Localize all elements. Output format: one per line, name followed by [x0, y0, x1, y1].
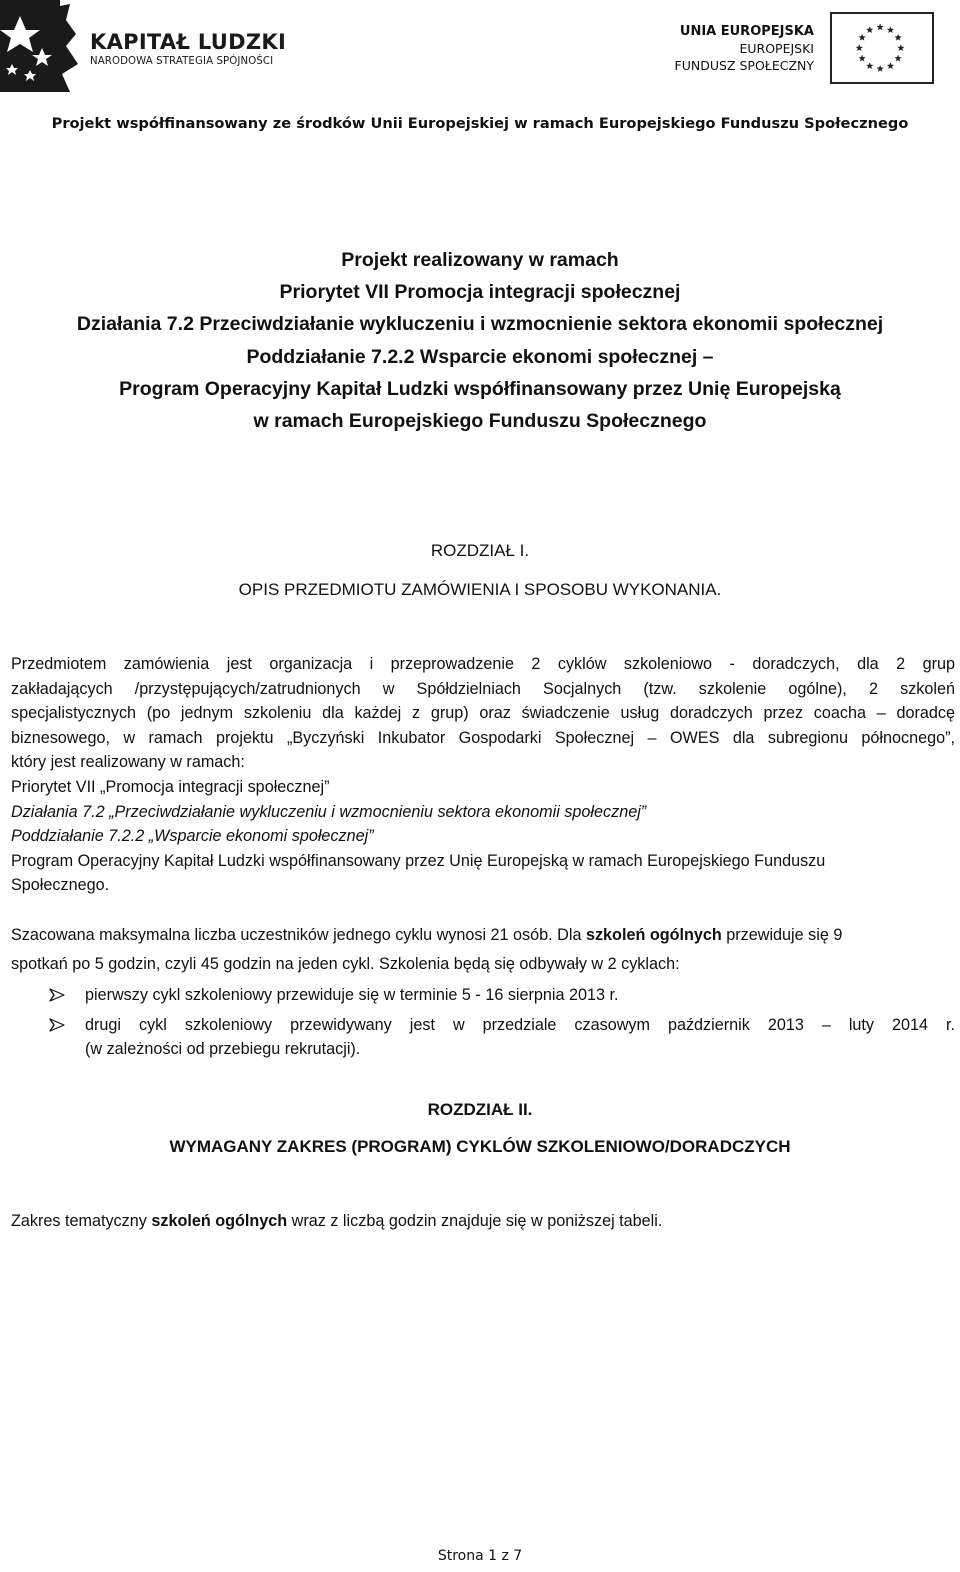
eu-fund-line1: EUROPEJSKI — [739, 40, 814, 56]
eu-star-icon — [866, 62, 873, 69]
eu-star-icon — [895, 34, 902, 41]
text-span: przewiduje się 9 — [721, 926, 843, 944]
chapter-1-title: OPIS PRZEDMIOTU ZAMÓWIENIA I SPOSOBU WYKONANIA. — [238, 580, 722, 599]
text-line: Społecznego. — [11, 876, 110, 895]
text-line: który jest realizowany w ramach: — [11, 753, 245, 772]
logo-subtitle: NARODOWA STRATEGIA SPÓJNOŚCI — [90, 56, 274, 67]
intro-line: Projekt realizowany w ramach — [341, 249, 619, 271]
text-span: Szacowana maksymalna liczba uczestników jednego cyklu wynosi 21 osób. Dla — [11, 926, 586, 944]
eu-logo — [675, 8, 934, 88]
kapital-ludzki-logo — [0, 0, 300, 92]
emphasis: szkoleń ogólnych — [585, 926, 722, 944]
paragraph-subject — [11, 652, 955, 898]
text-line — [11, 1209, 955, 1234]
list-item — [49, 983, 955, 1008]
list-item-text: drugi cykl szkoleniowy przewidywany jest w przedziale czasowym październik 2013 – luty 2014 r. — [85, 1015, 955, 1034]
page-number: Strona 1 z 7 — [437, 1548, 523, 1564]
eu-star-icon — [897, 44, 904, 51]
text-line: Przedmiotem zamówienia jest organizacja i przeprowadzenie 2 cyklów szkoleniowo - doradczych, dla 2 grup — [11, 655, 955, 673]
eu-star-icon — [877, 23, 884, 30]
eu-star-icon — [859, 34, 866, 41]
arrow-bullet-icon — [49, 988, 65, 1002]
emphasis: szkoleń ogólnych — [151, 1212, 288, 1230]
intro-line: Program Operacyjny Kapitał Ludzki współfinansowany przez Unię Europejską — [119, 377, 841, 400]
eu-star-icon — [859, 55, 866, 62]
text-line: specjalistycznych (po jednym szkoleniu dla każdej z grup) oraz świadczenie usług doradczych przez coacha – doradcę — [11, 704, 955, 723]
eu-star-icon — [877, 65, 884, 72]
list-item-text: (w zależności od przebiegu rekrutacji). — [85, 1040, 361, 1059]
eu-title: UNIA EUROPEJSKA — [679, 23, 814, 39]
chapter-2-number: ROZDZIAŁ II. — [427, 1100, 533, 1119]
text-line: biznesowego, w ramach projektu „Byczyński Inkubator Gospodarki Społecznej – OWES dla subregionu północnego”, — [11, 728, 955, 747]
text-span: wraz z liczbą godzin znajduje się w poniższej tabeli. — [287, 1212, 663, 1230]
eu-star-icon — [887, 26, 894, 33]
paragraph-scope — [11, 1209, 955, 1234]
intro-line: Działania 7.2 Przeciwdziałanie wykluczeniu i wzmocnienie sektora ekonomii społecznej — [76, 313, 884, 336]
eu-fund-line2: FUNDUSZ SPOŁECZNY — [674, 57, 814, 73]
text-span: Zakres tematyczny — [11, 1212, 152, 1230]
eu-star-icon — [866, 26, 873, 33]
intro-line: Poddziałanie 7.2.2 Wsparcie ekonomi społecznej – — [246, 345, 714, 368]
logo-title: KAPITAŁ LUDZKI — [90, 30, 287, 54]
text-line: Program Operacyjny Kapitał Ludzki współfinansowany przez Unię Europejską w ramach Europejskiego Funduszu — [11, 851, 826, 870]
cofinancing-note: Projekt współfinansowany ze środków Unii Europejskiej w ramach Europejskiego Funduszu Społecznego — [51, 115, 909, 132]
chapter-2-title: WYMAGANY ZAKRES (PROGRAM) CYKLÓW SZKOLENIOWO/DORADCZYCH — [169, 1137, 791, 1156]
list-item — [49, 1013, 955, 1062]
eu-star-icon — [856, 44, 863, 51]
paragraph-participants — [11, 921, 955, 979]
eu-star-icon — [895, 55, 902, 62]
intro-line: w ramach Europejskiego Funduszu Społecznego — [253, 409, 707, 432]
intro-line: Priorytet VII Promocja integracji społecznej — [279, 281, 681, 304]
text-line: Działania 7.2 „Przeciwdziałanie wykluczeniu i wzmocnieniu sektora ekonomii społecznej” — [11, 802, 647, 821]
text-line: zakładających /przystępujących/zatrudnionych w Spółdzielniach Socjalnych (tzw. szkolenie ogólne), 2 szkoleń — [11, 679, 955, 698]
cycle-list — [49, 983, 955, 1062]
list-item-text: pierwszy cykl szkoleniowy przewiduje się w terminie 5 - 16 sierpnia 2013 r. — [85, 986, 619, 1004]
text-line — [11, 921, 955, 950]
text-line: spotkań po 5 godzin, czyli 45 godzin na jeden cykl. Szkolenia będą się odbywały w 2 cyklach: — [11, 955, 680, 973]
eu-star-icon — [887, 62, 894, 69]
eu-flag-icon — [830, 12, 934, 84]
arrow-bullet-icon — [49, 1018, 65, 1032]
chapter-1-number: ROZDZIAŁ I. — [430, 541, 530, 560]
project-intro — [0, 244, 960, 437]
text-line: Priorytet VII „Promocja integracji społecznej” — [11, 777, 330, 796]
kapital-ludzki-emblem-icon — [0, 0, 90, 92]
text-line: Poddziałanie 7.2.2 „Wsparcie ekonomi społecznej” — [11, 827, 374, 846]
